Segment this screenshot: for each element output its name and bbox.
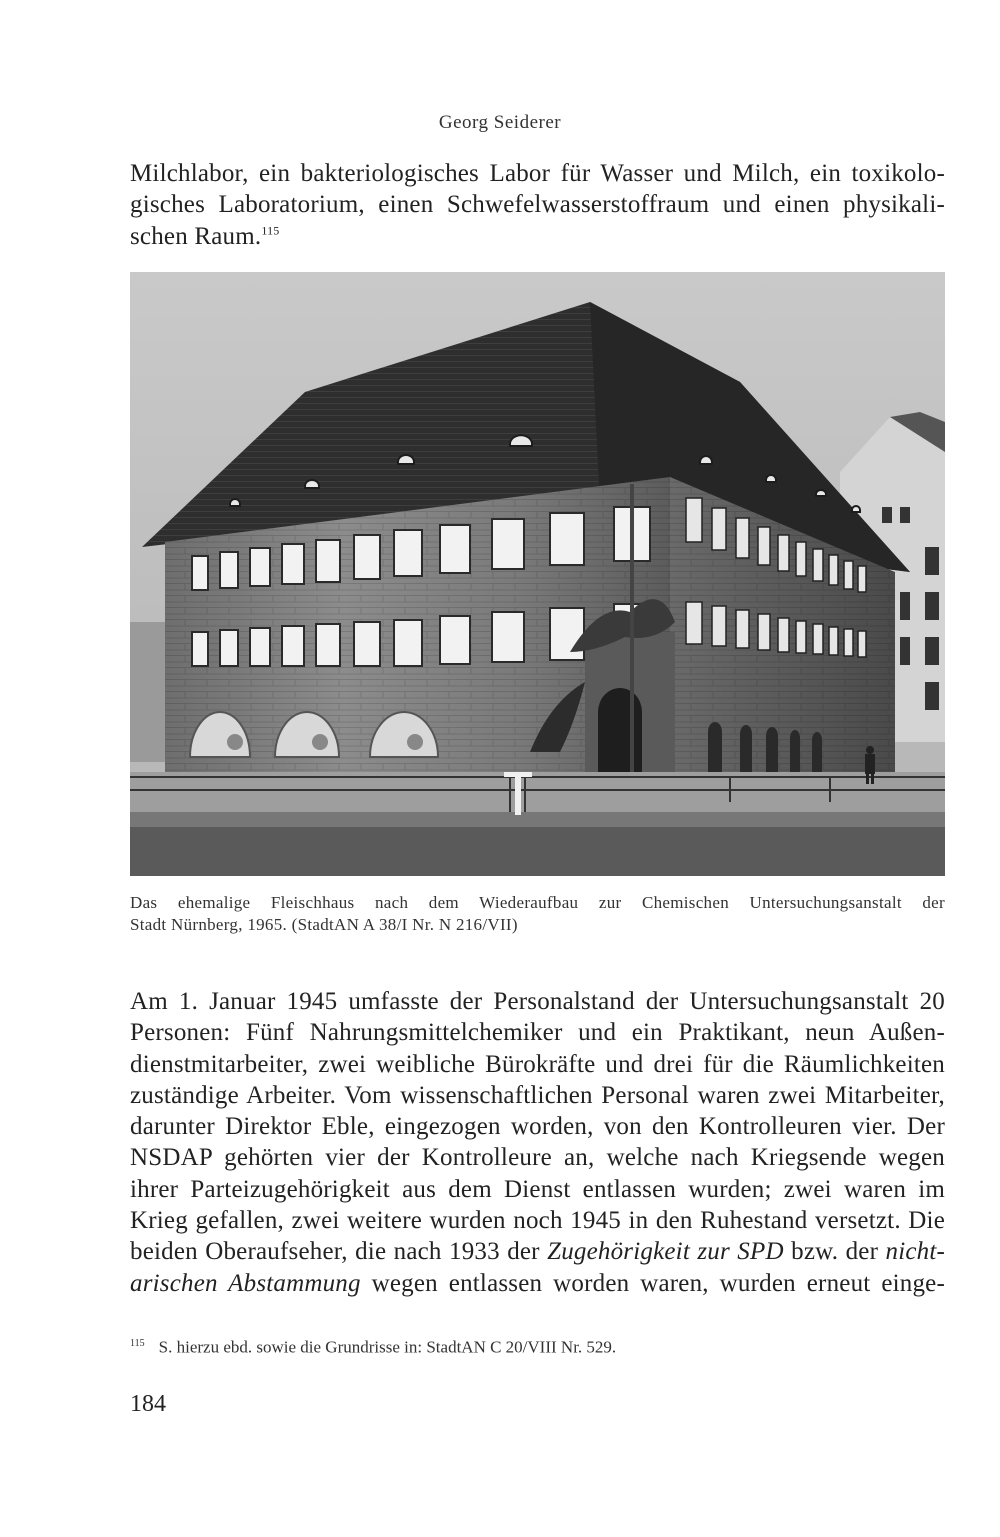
- caption-line-1: Das ehemalige Fleischhaus nach dem Wiederaufbau zur Chemischen Untersuchungsanstalt der: [130, 893, 945, 912]
- footnote-115: [130, 1333, 945, 1359]
- figure-caption: [130, 892, 945, 936]
- paragraph-2-line-6: NSDAP gehörten vier der Kontrolleure an, welche nach Kriegsende wegen: [130, 1144, 945, 1172]
- paragraph-1-line-3: [130, 221, 945, 252]
- running-head: Georg Seiderer: [438, 112, 562, 133]
- footnote-reference: 115: [261, 223, 280, 238]
- emphasis-abstammung: arischen Abstammung: [130, 1269, 361, 1297]
- paragraph-2-line-3: dienstmitarbeiter, zwei weibliche Bürokräfte und drei für die Räumlichkeiten: [130, 1050, 945, 1078]
- paragraph-2-line-1: Am 1. Januar 1945 umfasste der Personalstand der Untersuchungsanstalt 20: [130, 988, 945, 1015]
- paragraph-2-line-2: Personen: Fünf Nahrungsmittelchemiker und ein Praktikant, neun Außen-: [130, 1019, 945, 1047]
- paragraph-2-line-5: darunter Direktor Eble, eingezogen worden, von den Kontrolleuren vier. Der: [130, 1113, 945, 1141]
- photo-illustration: [130, 272, 945, 876]
- page-number: 184: [130, 1391, 166, 1417]
- paragraph-2-line-7: ihrer Parteizugehörigkeit aus dem Dienst entlassen wurden; zwei waren im: [130, 1175, 945, 1203]
- line-9-text-a: beiden Oberaufseher, die nach 1933 der: [130, 1238, 548, 1266]
- paragraph-2: [130, 986, 945, 1299]
- paragraph-1-line-2: gisches Laboratorium, einen Schwefelwasserstoffraum und einen physikali-: [130, 191, 945, 219]
- emphasis-nicht: nicht-: [885, 1238, 945, 1266]
- paragraph-2-line-8: Krieg gefallen, zwei weitere wurden noch 1945 in den Ruhestand versetzt. Die: [130, 1207, 945, 1235]
- footnote-text: S. hierzu ebd. sowie die Grundrisse in: StadtAN C 20/VIII Nr. 529.: [158, 1337, 617, 1357]
- paragraph-1-line-3-text: schen Raum.: [130, 222, 262, 250]
- line-9-text-b: bzw. der: [783, 1238, 886, 1266]
- caption-line-2: Stadt Nürnberg, 1965. (StadtAN A 38/I Nr. N 216/VII): [130, 915, 518, 934]
- paragraph-1: [130, 158, 945, 252]
- footnote-number: 115: [130, 1338, 145, 1349]
- paragraph-1-line-1: Milchlabor, ein bakteriologisches Labor für Wasser und Milch, ein toxikolo-: [130, 160, 945, 187]
- emphasis-spd: Zugehörigkeit zur SPD: [547, 1238, 784, 1266]
- building-photograph: [130, 272, 945, 876]
- line-10-text: wegen entlassen worden waren, wurden erneut einge-: [360, 1269, 945, 1297]
- paragraph-2-line-4: zuständige Arbeiter. Vom wissenschaftlichen Personal waren zwei Mitarbeiter,: [130, 1081, 945, 1109]
- paragraph-2-line-9: [130, 1236, 945, 1267]
- paragraph-2-line-10: [130, 1268, 945, 1299]
